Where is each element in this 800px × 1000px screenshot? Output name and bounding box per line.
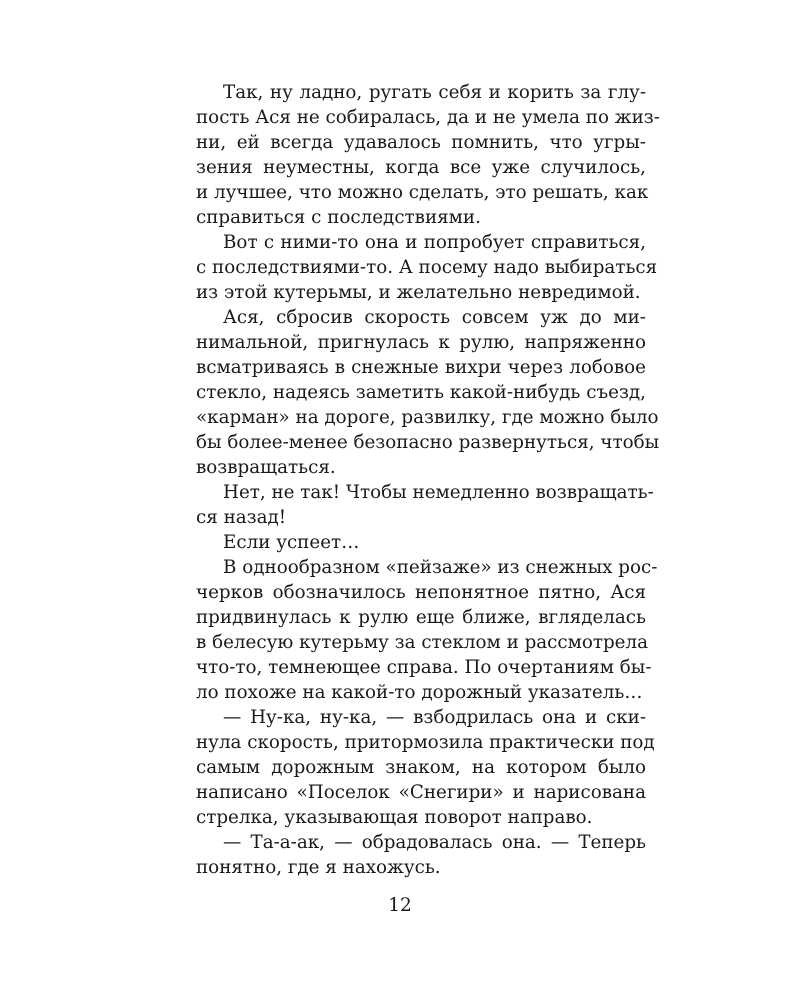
text-line: придвинулась к рулю еще ближе, вгляделась xyxy=(196,607,646,628)
text-line: стрелка, указывающая поворот направо. xyxy=(196,807,593,828)
text-line: что-то, темнеющее справа. По очертаниям бы- xyxy=(196,657,652,678)
text-line: Так, ну ладно, ругать себя и корить за глу- xyxy=(223,82,646,103)
page-number: 12 xyxy=(388,895,412,916)
text-line: нула скорость, притормозила практически под xyxy=(196,732,655,753)
text-line: — Ну-ка, ну-ка, — взбодрилась она и ски- xyxy=(223,707,646,728)
text-line: ло похоже на какой-то дорожный указатель… xyxy=(196,682,643,703)
text-line: Если успеет… xyxy=(223,532,360,553)
text-line: зения неуместны, когда все уже случилось, xyxy=(196,157,646,178)
text-line: бы более-менее безопасно развернуться, чтобы xyxy=(196,432,660,453)
text-line: — Та-а-ак, — обрадовалась она. — Теперь xyxy=(223,832,646,853)
text-line: с последствиями-то. А посему надо выбираться xyxy=(196,257,658,278)
text-line: В однообразном «пейзаже» из снежных рос- xyxy=(223,557,658,578)
text-line: «карман» на дороге, развилку, где можно было xyxy=(196,407,659,428)
text-line: написано «Поселок «Снегири» и нарисована xyxy=(196,782,646,803)
text-line: и лучшее, что можно сделать, это решать, как xyxy=(196,182,649,203)
text-line: в белесую кутерьму за стеклом и рассмотрела xyxy=(196,632,649,653)
text-line: нимальной, пригнулась к рулю, напряженно xyxy=(196,332,646,353)
text-line: справиться с последствиями. xyxy=(196,207,481,228)
text-line: стекло, надеясь заметить какой-нибудь съезд, xyxy=(196,382,646,403)
text-line: черков обозначилось непонятное пятно, Ася xyxy=(196,582,646,603)
text-line: ни, ей всегда удавалось помнить, что угры- xyxy=(196,132,646,153)
text-line: Ася, сбросив скорость совсем уж до ми- xyxy=(223,307,646,328)
text-line: из этой кутерьмы, и желательно невредимой. xyxy=(196,282,641,303)
text-line: пость Ася не собиралась, да и не умела по жиз- xyxy=(196,107,660,128)
text-line: Вот с ними-то она и попробует справиться, xyxy=(223,232,646,253)
text-line: всматриваясь в снежные вихри через лобовое xyxy=(196,357,646,378)
body-text xyxy=(196,80,660,880)
text-line: возвращаться. xyxy=(196,457,336,478)
text-line: ся назад! xyxy=(196,507,287,528)
text-line: понятно, где я нахожусь. xyxy=(196,857,441,878)
text-line: самым дорожным знаком, на котором было xyxy=(196,757,646,778)
text-line: Нет, не так! Чтобы немедленно возвращать- xyxy=(223,482,654,503)
